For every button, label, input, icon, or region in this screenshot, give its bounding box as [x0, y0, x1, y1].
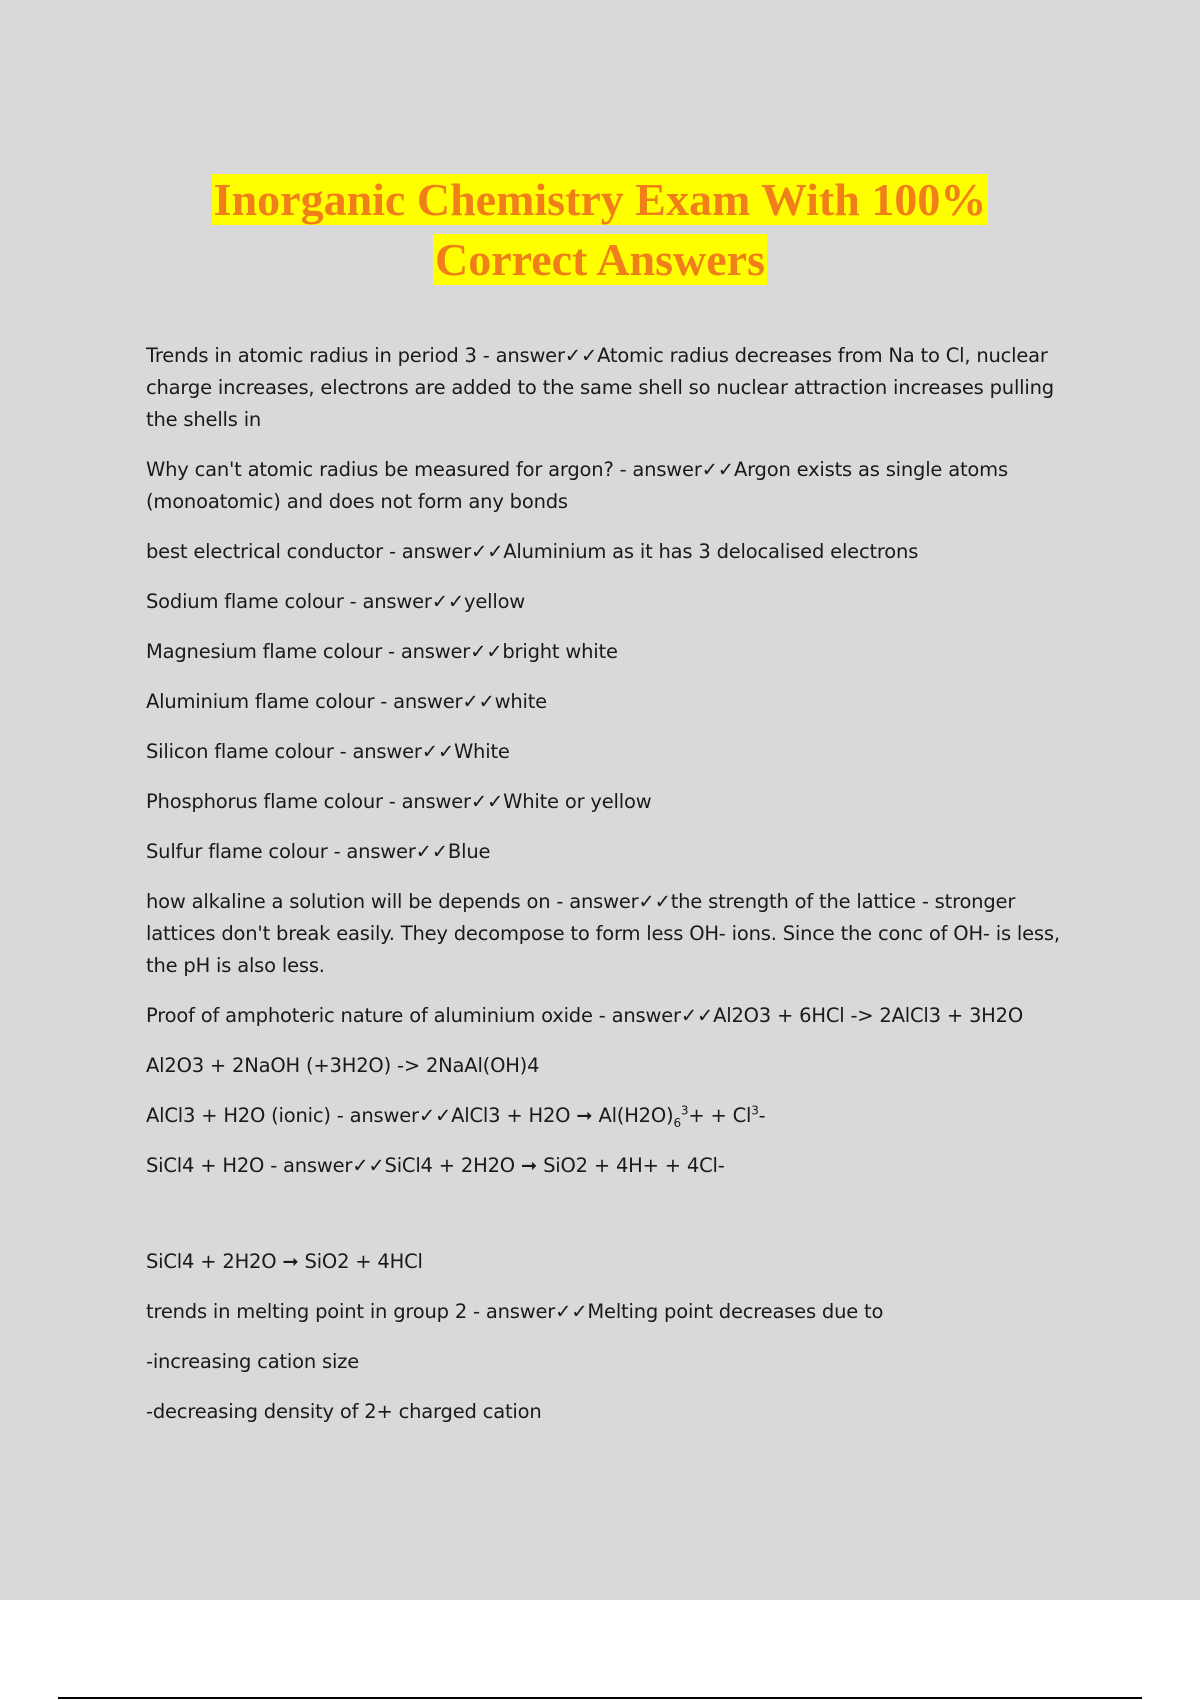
- paragraph-argon-radius: Why can't atomic radius be measured for argon? - answer✓✓Argon exists as single atoms (monoatomic) and does not form any bonds: [146, 458, 1008, 513]
- alcl3-subscript: 6: [673, 1115, 681, 1130]
- paragraph-melting-point-trend: trends in melting point in group 2 - answer✓✓Melting point decreases due to: [146, 1300, 884, 1323]
- alcl3-text-prefix: AlCl3 + H2O (ionic) - answer✓✓AlCl3 + H2O ➞ Al(H2O): [146, 1104, 674, 1127]
- paragraph-sulfur-flame: Sulfur flame colour - answer✓✓Blue: [146, 840, 491, 863]
- paragraph-sodium-flame: Sodium flame colour - answer✓✓yellow: [146, 590, 526, 613]
- paragraph-alcl3-hydrolysis: [146, 1100, 1086, 1132]
- footer-divider: [58, 1697, 1142, 1699]
- paragraph-sicl4-equation: SiCl4 + 2H2O ➞ SiO2 + 4HCl: [146, 1250, 423, 1273]
- title-line-1: Inorganic Chemistry Exam With 100%: [213, 174, 987, 225]
- paragraph-sicl4-hydrolysis: SiCl4 + H2O - answer✓✓SiCl4 + 2H2O ➞ SiO2 + 4H+ + 4Cl-: [146, 1154, 725, 1177]
- alcl3-superscript: 3: [680, 1103, 689, 1118]
- paragraph-naoh-equation: Al2O3 + 2NaOH (+3H2O) -> 2NaAl(OH)4: [146, 1054, 540, 1077]
- document-title: [0, 170, 1200, 290]
- document-body: [146, 340, 1086, 1446]
- paragraph-aluminium-flame: Aluminium flame colour - answer✓✓white: [146, 690, 547, 713]
- paragraph-cation-size: -increasing cation size: [146, 1350, 360, 1373]
- title-line-2: Correct Answers: [435, 234, 765, 285]
- alcl3-text-mid: + + Cl: [688, 1104, 752, 1127]
- alcl3-superscript-2: 3: [751, 1103, 759, 1118]
- alcl3-text-suffix: -: [758, 1104, 766, 1127]
- paragraph-atomic-radius-trend: Trends in atomic radius in period 3 - answer✓✓Atomic radius decreases from Na to Cl, nuclear charge increases, electrons are added to the same shell so nuclear attraction increases pulling the shells in: [146, 344, 1054, 431]
- paragraph-magnesium-flame: Magnesium flame colour - answer✓✓bright white: [146, 640, 618, 663]
- paragraph-alkaline-solution: how alkaline a solution will be depends on - answer✓✓the strength of the lattice - stronger lattices don't break easily. They decompose to form less OH- ions. Since the conc of OH- is less, the pH is also less.: [146, 890, 1060, 977]
- paragraph-phosphorus-flame: Phosphorus flame colour - answer✓✓White or yellow: [146, 790, 652, 813]
- paragraph-charge-density: -decreasing density of 2+ charged cation: [146, 1400, 542, 1423]
- paragraph-best-conductor: best electrical conductor - answer✓✓Aluminium as it has 3 delocalised electrons: [146, 540, 919, 563]
- paragraph-amphoteric-proof: Proof of amphoteric nature of aluminium oxide - answer✓✓Al2O3 + 6HCl -> 2AlCl3 + 3H2O: [146, 1004, 1023, 1027]
- paragraph-silicon-flame: Silicon flame colour - answer✓✓White: [146, 740, 510, 763]
